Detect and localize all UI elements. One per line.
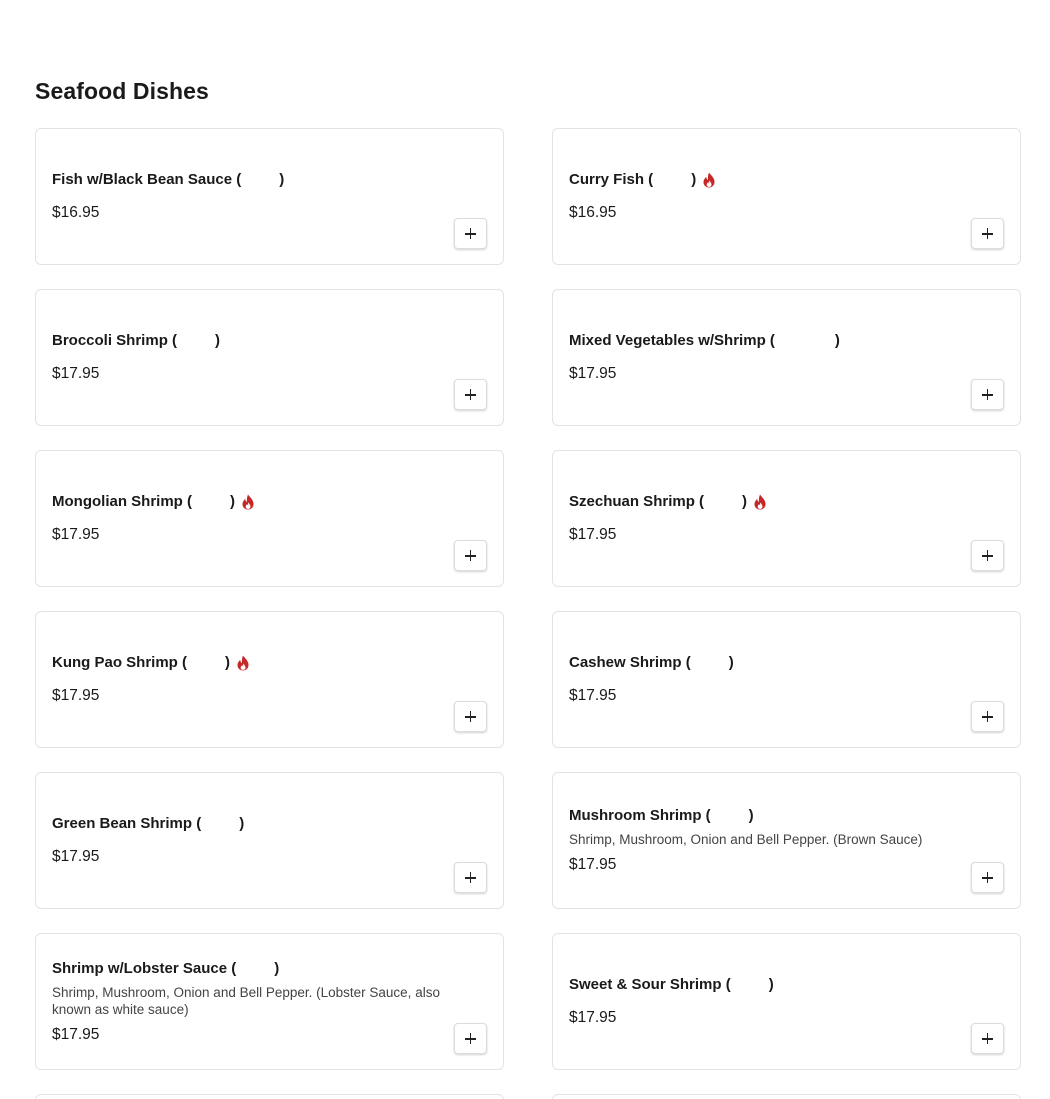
menu-item-price: $17.95 — [52, 848, 100, 865]
menu-item-name: Broccoli Shrimp ( — [52, 332, 178, 349]
menu-item-name-row — [52, 170, 443, 190]
menu-item-price: $17.95 — [52, 1025, 100, 1043]
menu-item-price: $17.95 — [52, 365, 100, 382]
menu-item-name-row — [569, 492, 960, 512]
menu-item-card[interactable] — [552, 772, 1021, 909]
menu-item-name-close: ) — [768, 976, 774, 993]
menu-item-name-close: ) — [834, 332, 840, 349]
menu-item-name: Green Bean Shrimp ( — [52, 815, 202, 832]
menu-item-name-close: ) — [742, 493, 748, 510]
menu-item-price: $17.95 — [569, 1009, 617, 1026]
menu-item-card[interactable] — [35, 933, 504, 1070]
plus-icon — [465, 389, 476, 400]
menu-item-name: Mushroom Shrimp ( — [569, 807, 711, 824]
menu-item-name-close: ) — [239, 815, 245, 832]
menu-item-card[interactable] — [35, 1094, 504, 1099]
menu-item-details — [569, 773, 960, 908]
add-to-cart-button[interactable] — [454, 862, 487, 893]
menu-item-name-row — [569, 331, 960, 351]
menu-item-name-row — [569, 170, 960, 190]
menu-item-description: Shrimp, Mushroom, Onion and Bell Pepper. (Lobster Sauce, also known as white sauce) — [52, 984, 440, 1017]
flame-icon — [236, 655, 250, 671]
menu-item-price: $17.95 — [569, 687, 617, 704]
plus-icon — [465, 550, 476, 561]
menu-item-details — [52, 773, 443, 908]
plus-icon — [982, 550, 993, 561]
menu-item-details — [569, 612, 960, 747]
menu-item-card[interactable] — [552, 450, 1021, 587]
plus-icon — [465, 228, 476, 239]
flame-icon — [241, 494, 255, 510]
menu-item-card[interactable] — [552, 1094, 1021, 1099]
menu-item-name-close: ) — [274, 959, 280, 977]
plus-icon — [982, 711, 993, 722]
menu-item-card[interactable] — [35, 772, 504, 909]
menu-item-price: $17.95 — [52, 687, 100, 704]
menu-item-name-row — [52, 492, 443, 512]
menu-item-name-row — [52, 959, 443, 979]
add-to-cart-button[interactable] — [971, 701, 1004, 732]
plus-icon — [465, 711, 476, 722]
menu-item-card[interactable] — [552, 128, 1021, 265]
menu-item-details — [52, 612, 443, 747]
menu-item-name: Mongolian Shrimp ( — [52, 493, 192, 510]
add-to-cart-button[interactable] — [971, 218, 1004, 249]
menu-item-card[interactable] — [35, 289, 504, 426]
menu-item-card[interactable] — [552, 611, 1021, 748]
plus-icon — [982, 872, 993, 883]
menu-item-details — [52, 934, 443, 1069]
menu-item-name-close: ) — [230, 493, 235, 510]
menu-item-name-close: ) — [748, 807, 754, 824]
menu-item-card[interactable] — [35, 611, 504, 748]
menu-item-name-row — [52, 814, 443, 834]
menu-item-details — [52, 451, 443, 586]
flame-icon — [702, 172, 716, 188]
menu-item-price: $17.95 — [569, 526, 617, 543]
add-to-cart-button[interactable] — [454, 1023, 487, 1054]
plus-icon — [982, 228, 993, 239]
menu-item-name: Fish w/Black Bean Sauce ( — [52, 171, 242, 188]
menu-item-price: $17.95 — [569, 856, 617, 873]
menu-item-details — [569, 129, 960, 264]
menu-item-details — [52, 129, 443, 264]
menu-item-name-row — [569, 806, 960, 826]
plus-icon — [982, 1033, 993, 1044]
menu-item-name: Cashew Shrimp ( — [569, 654, 691, 671]
add-to-cart-button[interactable] — [454, 701, 487, 732]
menu-item-name-close: ) — [215, 332, 221, 349]
menu-item-grid — [35, 128, 1021, 1070]
menu-item-name: Sweet & Sour Shrimp ( — [569, 976, 731, 993]
section-title: Seafood Dishes — [35, 78, 209, 104]
plus-icon — [465, 872, 476, 883]
menu-item-name-close: ) — [225, 654, 230, 671]
menu-item-name-close: ) — [728, 654, 734, 671]
menu-item-name-row — [569, 975, 960, 995]
next-row-partial — [35, 1094, 1021, 1099]
menu-item-name: Kung Pao Shrimp ( — [52, 654, 187, 671]
menu-item-details — [569, 934, 960, 1069]
plus-icon — [982, 389, 993, 400]
add-to-cart-button[interactable] — [971, 379, 1004, 410]
menu-item-name-row — [52, 653, 443, 673]
add-to-cart-button[interactable] — [971, 862, 1004, 893]
menu-item-details — [569, 290, 960, 425]
menu-item-name: Curry Fish ( — [569, 171, 654, 188]
menu-item-price: $17.95 — [569, 365, 617, 382]
menu-item-price: $16.95 — [52, 204, 100, 221]
menu-item-description: Shrimp, Mushroom, Onion and Bell Pepper. (Brown Sauce) — [569, 832, 923, 847]
plus-icon — [465, 1033, 476, 1044]
menu-item-name: Shrimp w/Lobster Sauce ( — [52, 959, 237, 977]
menu-item-name: Szechuan Shrimp ( — [569, 493, 705, 510]
menu-item-card[interactable] — [552, 933, 1021, 1070]
menu-item-price: $16.95 — [569, 204, 617, 221]
menu-item-card[interactable] — [35, 450, 504, 587]
menu-item-name-close: ) — [279, 171, 285, 188]
menu-item-name-close: ) — [691, 171, 697, 188]
menu-item-name-row — [52, 331, 443, 351]
add-to-cart-button[interactable] — [454, 218, 487, 249]
add-to-cart-button[interactable] — [971, 1023, 1004, 1054]
menu-item-card[interactable] — [552, 289, 1021, 426]
menu-item-name-row — [569, 653, 960, 673]
add-to-cart-button[interactable] — [454, 379, 487, 410]
flame-icon — [753, 494, 767, 510]
menu-item-card[interactable] — [35, 128, 504, 265]
menu-item-price: $17.95 — [52, 526, 100, 543]
menu-item-details — [52, 290, 443, 425]
add-to-cart-button[interactable] — [971, 540, 1004, 571]
menu-item-name: Mixed Vegetables w/Shrimp ( — [569, 332, 775, 349]
add-to-cart-button[interactable] — [454, 540, 487, 571]
menu-item-details — [569, 451, 960, 586]
